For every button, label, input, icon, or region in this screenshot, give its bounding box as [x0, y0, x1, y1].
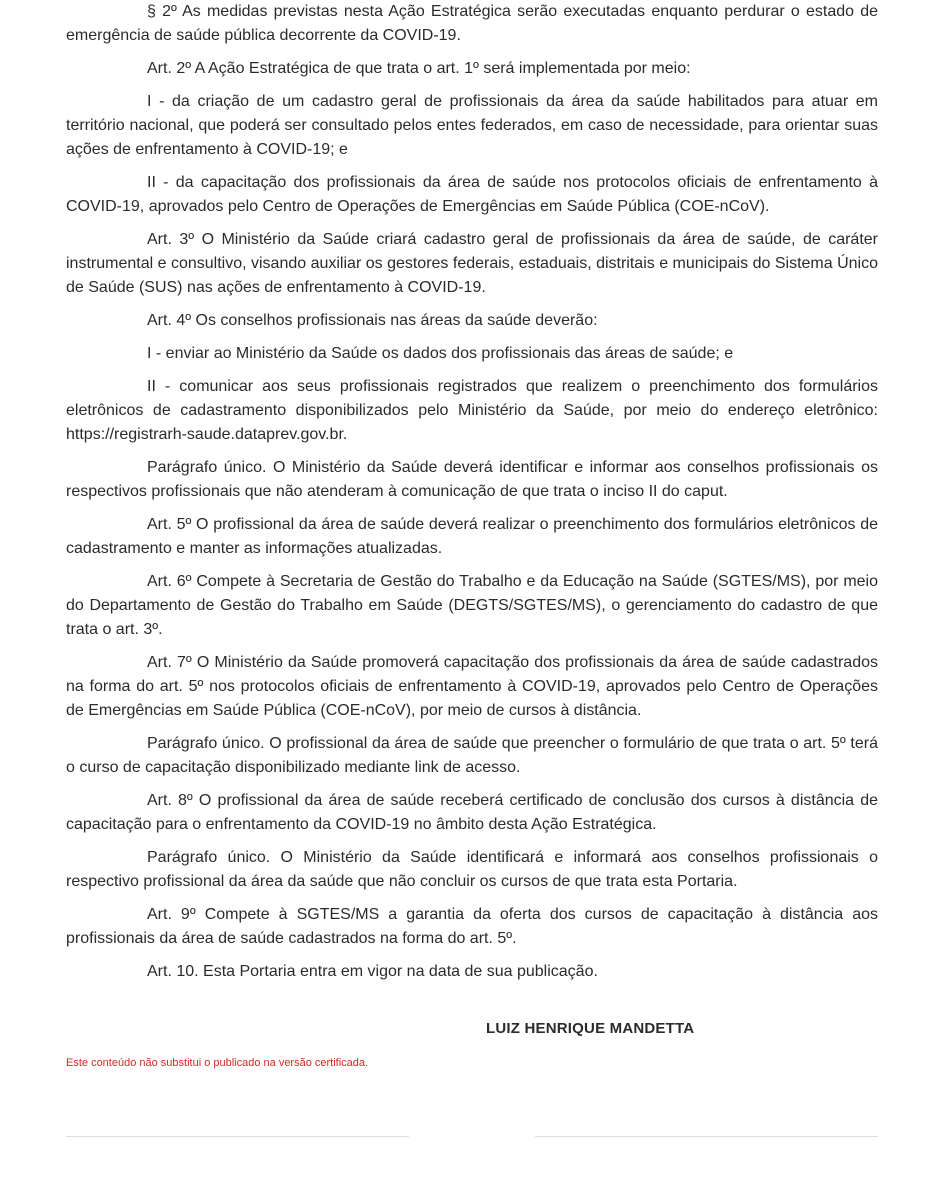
paragraph-art4-inciso1: I - enviar ao Ministério da Saúde os dados dos profissionais das áreas de saúde; e: [147, 345, 734, 362]
footer-divider-right: [535, 1136, 878, 1137]
paragraph-art2: Art. 2º A Ação Estratégica de que trata o art. 1º será implementada por meio:: [147, 60, 691, 77]
paragraph-art8: Art. 8º O profissional da área de saúde receberá certificado de conclusão dos cursos à distância de capacitação para o enfrentamento da COVID-19 no âmbito desta Ação Estratégica.: [66, 792, 878, 833]
paragraph-art7-paragrafo-unico: Parágrafo único. O profissional da área de saúde que preencher o formulário de que trata o art. 5º terá o curso de capacitação disponibilizado mediante link de acesso.: [66, 735, 878, 776]
paragraph-art5: Art. 5º O profissional da área de saúde deverá realizar o preenchimento dos formulários eletrônicos de cadastramento e manter as informações atualizadas.: [66, 516, 878, 557]
paragraph-art2-inciso2: II - da capacitação dos profissionais da área de saúde nos protocolos oficiais de enfrentamento à COVID-19, aprovados pelo Centro de Operações de Emergências em Saúde Pública (COE-nCoV).: [66, 174, 878, 215]
paragraph-art9: Art. 9º Compete à SGTES/MS a garantia da oferta dos cursos de capacitação à distância aos profissionais da área de saúde cadastrados na forma do art. 5º.: [66, 906, 878, 947]
paragraph-art2-inciso1: I - da criação de um cadastro geral de profissionais da área da saúde habilitados para atuar em território nacional, que poderá ser consultado pelos entes federados, em caso de necessidade, para orientar suas ações de enfrentamento à COVID-19; e: [66, 93, 878, 158]
paragraph-art6: Art. 6º Compete à Secretaria de Gestão do Trabalho e da Educação na Saúde (SGTES/MS), por meio do Departamento de Gestão do Trabalho em Saúde (DEGTS/SGTES/MS), o gerenciamento do cadastro de que trata o art. 3º.: [66, 573, 878, 638]
paragraph-art1-par2: § 2º As medidas previstas nesta Ação Estratégica serão executadas enquanto perdurar o estado de emergência de saúde pública decorrente da COVID-19.: [66, 3, 878, 44]
paragraph-art4: Art. 4º Os conselhos profissionais nas áreas da saúde deverão:: [147, 312, 598, 329]
disclaimer-note: Este conteúdo não substitui o publicado na versão certificada.: [66, 1057, 369, 1069]
paragraph-art10: Art. 10. Esta Portaria entra em vigor na data de sua publicação.: [147, 963, 598, 980]
document-body: [66, 0, 878, 993]
paragraph-art7: Art. 7º O Ministério da Saúde promoverá capacitação dos profissionais da área de saúde cadastrados na forma do art. 5º nos protocolos oficiais de enfrentamento à COVID-19, aprovados pelo Centro de Operações de Emergências em Saúde Pública (COE-nCoV), por meio de cursos à distância.: [66, 654, 878, 719]
signature-name: LUIZ HENRIQUE MANDETTA: [486, 1020, 695, 1037]
paragraph-art8-paragrafo-unico: Parágrafo único. O Ministério da Saúde identificará e informará aos conselhos profissionais o respectivo profissional da área da saúde que não concluir os cursos de que trata esta Portaria.: [66, 849, 878, 890]
paragraph-art4-inciso2: II - comunicar aos seus profissionais registrados que realizem o preenchimento dos formulários eletrônicos de cadastramento disponibilizados pelo Ministério da Saúde, por meio do endereço eletrônico: https://registrarh-saude.dataprev.gov.br.: [66, 378, 878, 443]
footer-divider-left: [66, 1136, 409, 1137]
paragraph-art4-paragrafo-unico: Parágrafo único. O Ministério da Saúde deverá identificar e informar aos conselhos profissionais os respectivos profissionais que não atenderam à comunicação de que trata o inciso II do caput.: [66, 459, 878, 500]
paragraph-art3: Art. 3º O Ministério da Saúde criará cadastro geral de profissionais da área de saúde, de caráter instrumental e consultivo, visando auxiliar os gestores federais, estaduais, distritais e municipais do Sistema Único de Saúde (SUS) nas ações de enfrentamento à COVID-19.: [66, 231, 878, 296]
